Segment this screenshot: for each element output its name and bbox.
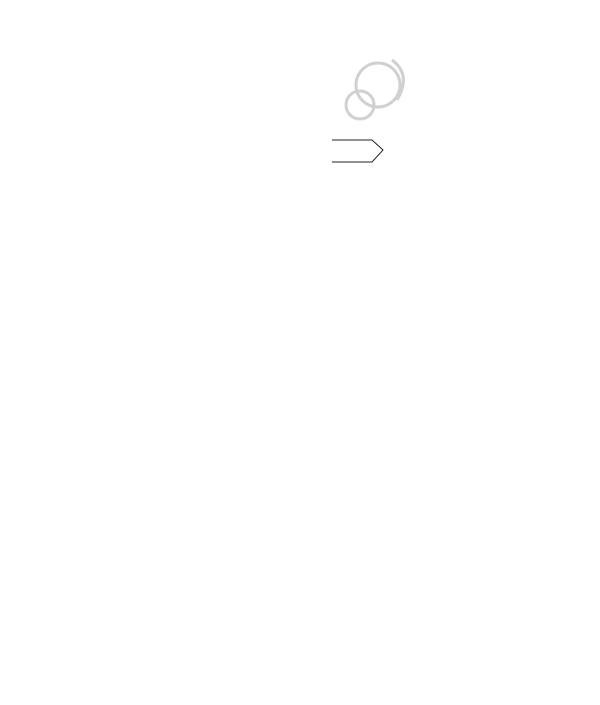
footer-watermark-row: [0, 691, 600, 705]
deq-watermark-logo: [346, 60, 403, 119]
core-marker: [332, 140, 383, 162]
